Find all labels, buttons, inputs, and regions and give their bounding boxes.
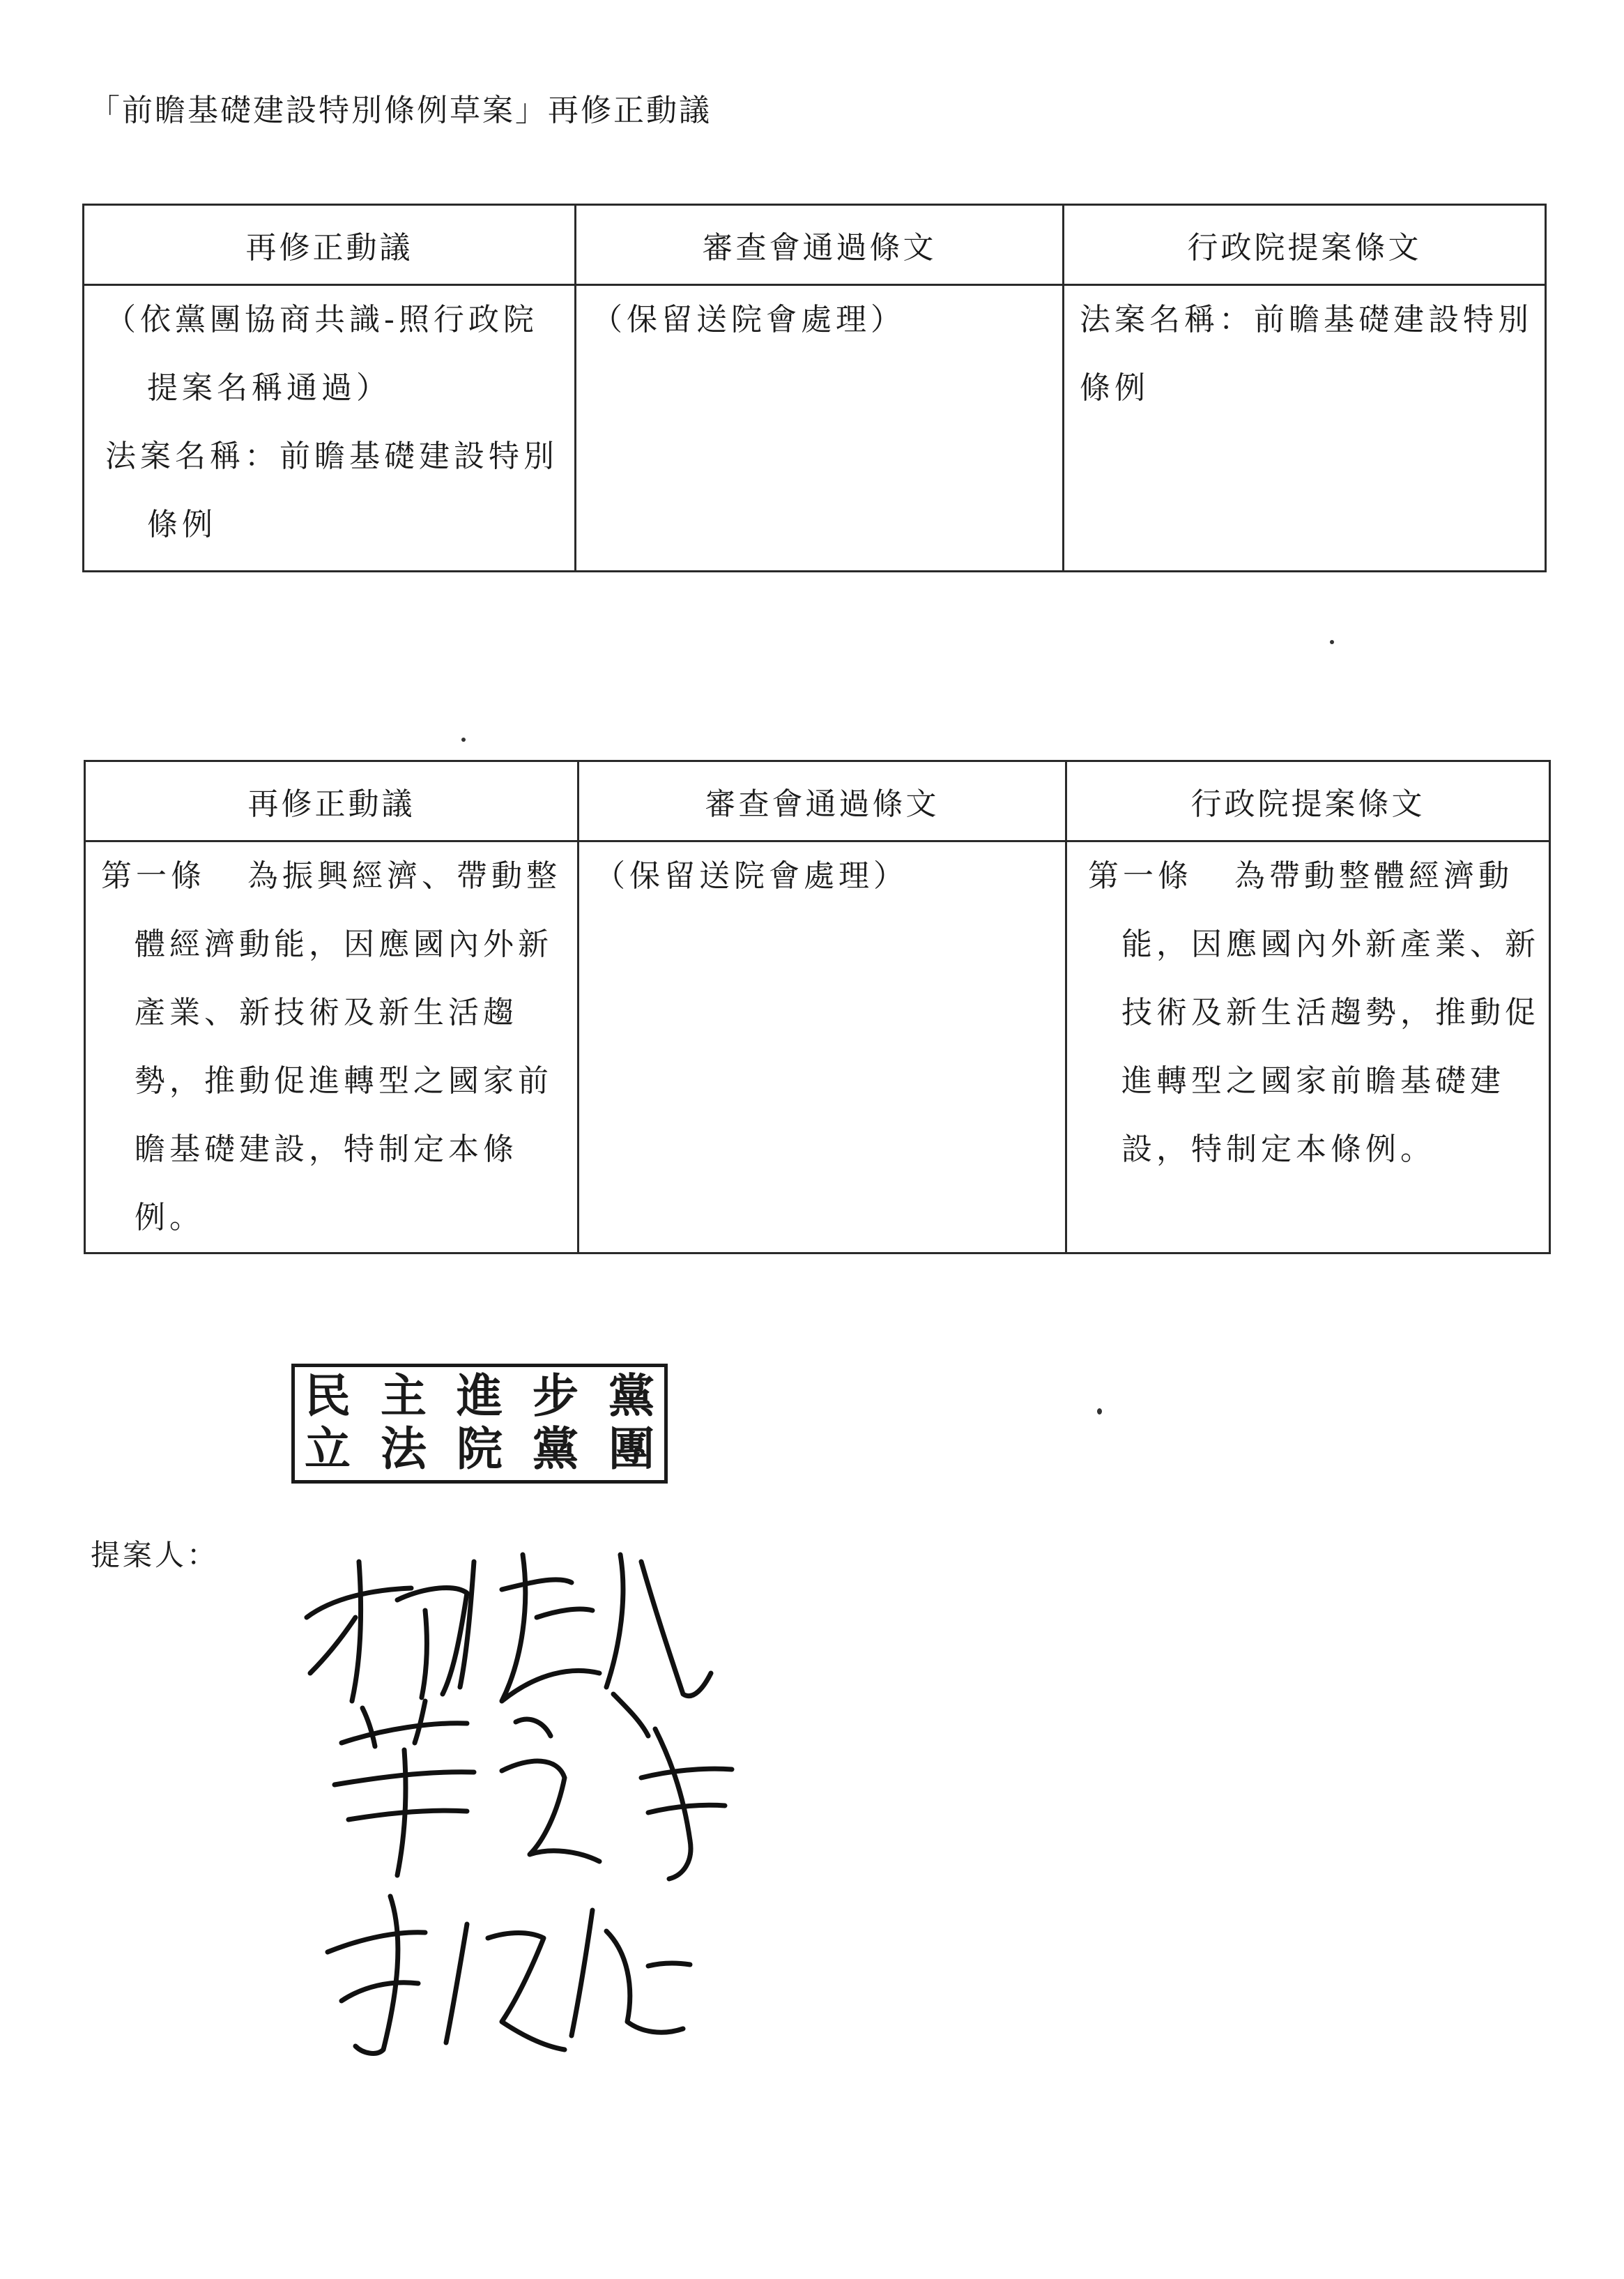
- article-label: 第一條: [1088, 858, 1193, 894]
- party-caucus-stamp: [291, 1364, 668, 1484]
- signature-3: [321, 1882, 711, 2064]
- stamp-line-1: 民 主 進 步 黨: [305, 1369, 654, 1423]
- executive-yuan-cell: [1064, 285, 1546, 572]
- bill-name-motion: 法案名稱：前瞻基礎建設特別條例: [105, 439, 558, 542]
- article-label: 第一條: [101, 858, 206, 894]
- header-committee-text: 審查會通過條文: [579, 761, 1066, 841]
- page-title: 「前瞻基礎建設特別條例草案」再修正動議: [89, 93, 712, 128]
- consensus-note: （依黨團協商共識-照行政院提案名稱通過）: [105, 302, 538, 406]
- table-header-row: [84, 205, 1546, 285]
- proposer-label: 提案人：: [91, 1538, 220, 1572]
- header-committee-text: 審查會通過條文: [576, 205, 1064, 285]
- signature-2: [321, 1680, 753, 1882]
- table-header-row: [85, 761, 1550, 841]
- scan-speck: [1330, 640, 1334, 644]
- stamp-line-2: 立 法 院 黨 團: [305, 1422, 654, 1476]
- table-row: [85, 841, 1550, 1253]
- table-row: [84, 285, 1546, 572]
- article-1-executive: [1082, 842, 1543, 1184]
- article-text: 為振興經濟、帶動整體經濟動能，因應國內外新產業、新技術及新生活趨勢，推動促進轉型之國家前瞻基礎建設，特制定本條例。: [135, 858, 561, 1235]
- revised-motion-cell: [84, 285, 576, 572]
- reserved-note: （保留送院會處理）: [595, 858, 908, 894]
- revised-motion-cell: [85, 841, 579, 1253]
- header-revised-motion: 再修正動議: [85, 761, 579, 841]
- article-text: 為帶動整體經濟動能，因應國內外新產業、新技術及新生活趨勢，推動促進轉型之國家前瞻基礎建設，特制定本條例。: [1121, 858, 1540, 1167]
- header-executive-yuan-text: 行政院提案條文: [1066, 761, 1550, 841]
- comparison-table-bill-name: [82, 204, 1547, 572]
- header-revised-motion: 再修正動議: [84, 205, 576, 285]
- scan-speck: [461, 738, 466, 742]
- reserved-note: （保留送院會處理）: [592, 302, 905, 337]
- header-executive-yuan-text: 行政院提案條文: [1064, 205, 1546, 285]
- comparison-table-article-1: [84, 760, 1551, 1254]
- scan-speck: [1097, 1408, 1102, 1415]
- article-1-motion: [95, 842, 573, 1252]
- committee-cell: [579, 841, 1066, 1253]
- bill-name-executive: 法案名稱：前瞻基礎建設特別條例: [1080, 302, 1533, 406]
- committee-cell: [576, 285, 1064, 572]
- executive-yuan-cell: [1066, 841, 1550, 1253]
